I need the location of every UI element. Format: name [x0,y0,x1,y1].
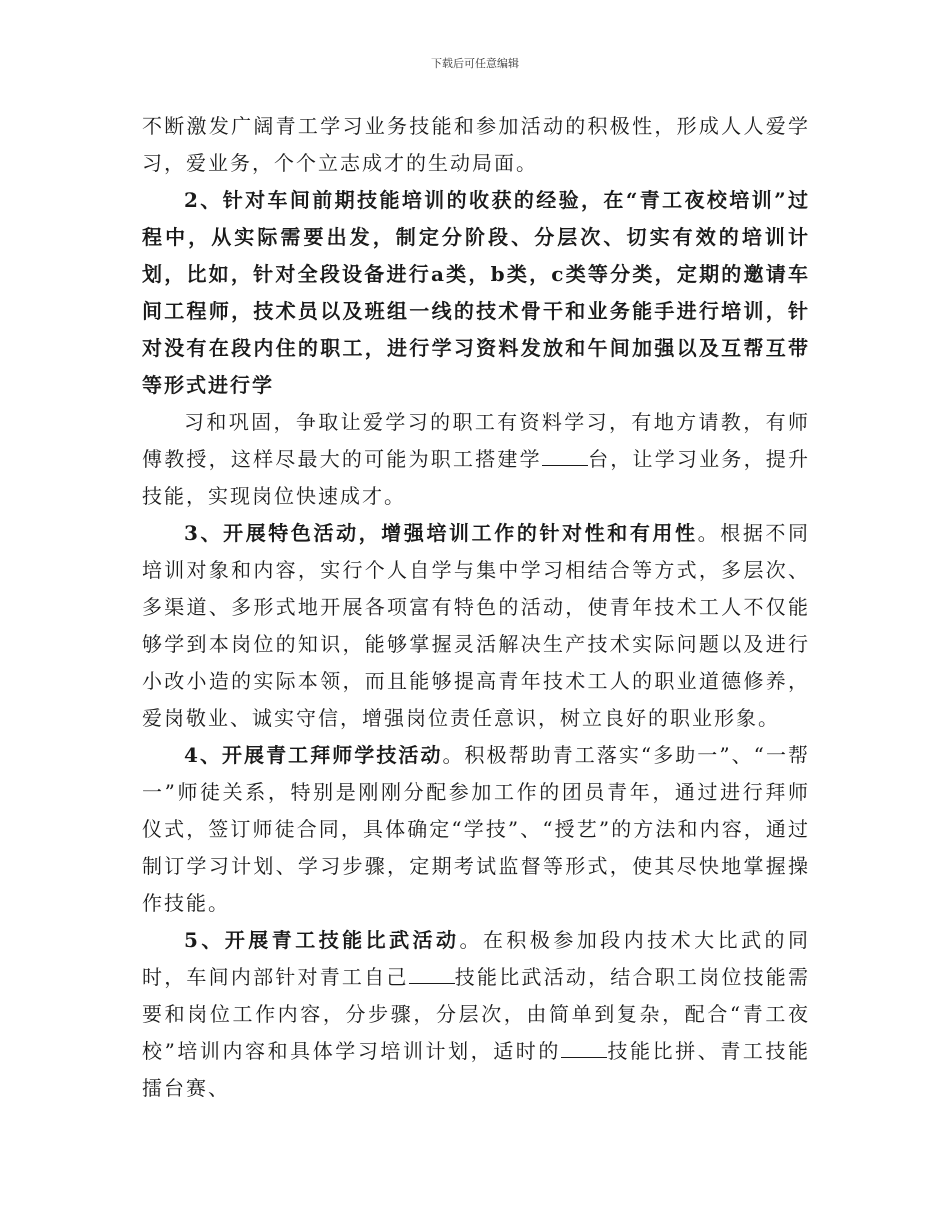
paragraph-2: 2、针对车间前期技能培训的收获的经验，在“青工夜校培训”过程中，从实际需要出发，制定分阶段、分层次、切实有效的培训计划，比如，针对全段设备进行a类，b类，c类等分类，定期的邀请车间工程师，技术员以及班组一线的技术骨干和业务能手进行培训，针对没有在段内住的职工，进行学习资料发放和午间加强以及互帮互带等形式进行学 [142,188,810,397]
section-4-body: 。积极帮助青工落实“多助一”、“一帮一”师徒关系，特别是刚刚分配参加工作的团员青年，通过进行拜师仪式，签订师徒合同，具体确定“学技”、“授艺”的方法和内容，通过制订学习计划、学习步骤，定期考试监督等形式，使其尽快地掌握操作技能。 [142,743,810,915]
page-header: 下载后可任意编辑 [431,57,519,70]
fill-blank [561,1039,607,1058]
paragraph-1: 不断激发广阔青工学习业务技能和参加活动的积极性，形成人人爱学习，爱业务，个个立志成才的生动局面。 [142,114,810,175]
paragraph-6 [142,922,810,1107]
section-5-body-a: 。在积极参加段内技术大比武的同时，车间内部针对青工自己 [142,928,811,989]
document-body [142,108,810,1107]
section-5-body-b: 技能比武活动，结合职工岗位技能需要和岗位工作内容，分步骤，分层次，由简单到复杂，配合“青工夜校”培训内容和具体学习培训计划，适时的 [142,965,811,1063]
section-5-body-c: 技能比拼、青工技能擂台赛、 [142,1039,811,1100]
fill-blank [409,965,455,984]
fill-blank [542,447,588,466]
paragraph-3 [142,404,810,515]
paragraph-5 [142,737,810,922]
section-5-title: 5、开展青工技能比武活动 [184,928,460,952]
section-3-title: 3、开展特色活动，增强培训工作的针对性和有用性 [184,521,698,545]
paragraph-3-part-a: 习和巩固，争取让爱学习的职工有资料学习，有地方请教，有师傅教授，这样尽最大的可能为职工搭建学 [142,410,810,471]
paragraph-3-part-b: 台，让学习业务，提升技能，实现岗位快速成才。 [142,447,811,508]
paragraph-4 [142,515,810,737]
section-4-title: 4、开展青工拜师学技活动 [184,743,443,767]
section-3-body: 。根据不同培训对象和内容，实行个人自学与集中学习相结合等方式，多层次、多渠道、多形式地开展各项富有特色的活动，使青年技术工人不仅能够学到本岗位的知识，能够掌握灵活解决生产技术实际问题以及进行小改小造的实际本领，而且能够提高青年技术工人的职业道德修养，爱岗敬业、诚实守信，增强岗位责任意识，树立良好的职业形象。 [142,521,811,730]
